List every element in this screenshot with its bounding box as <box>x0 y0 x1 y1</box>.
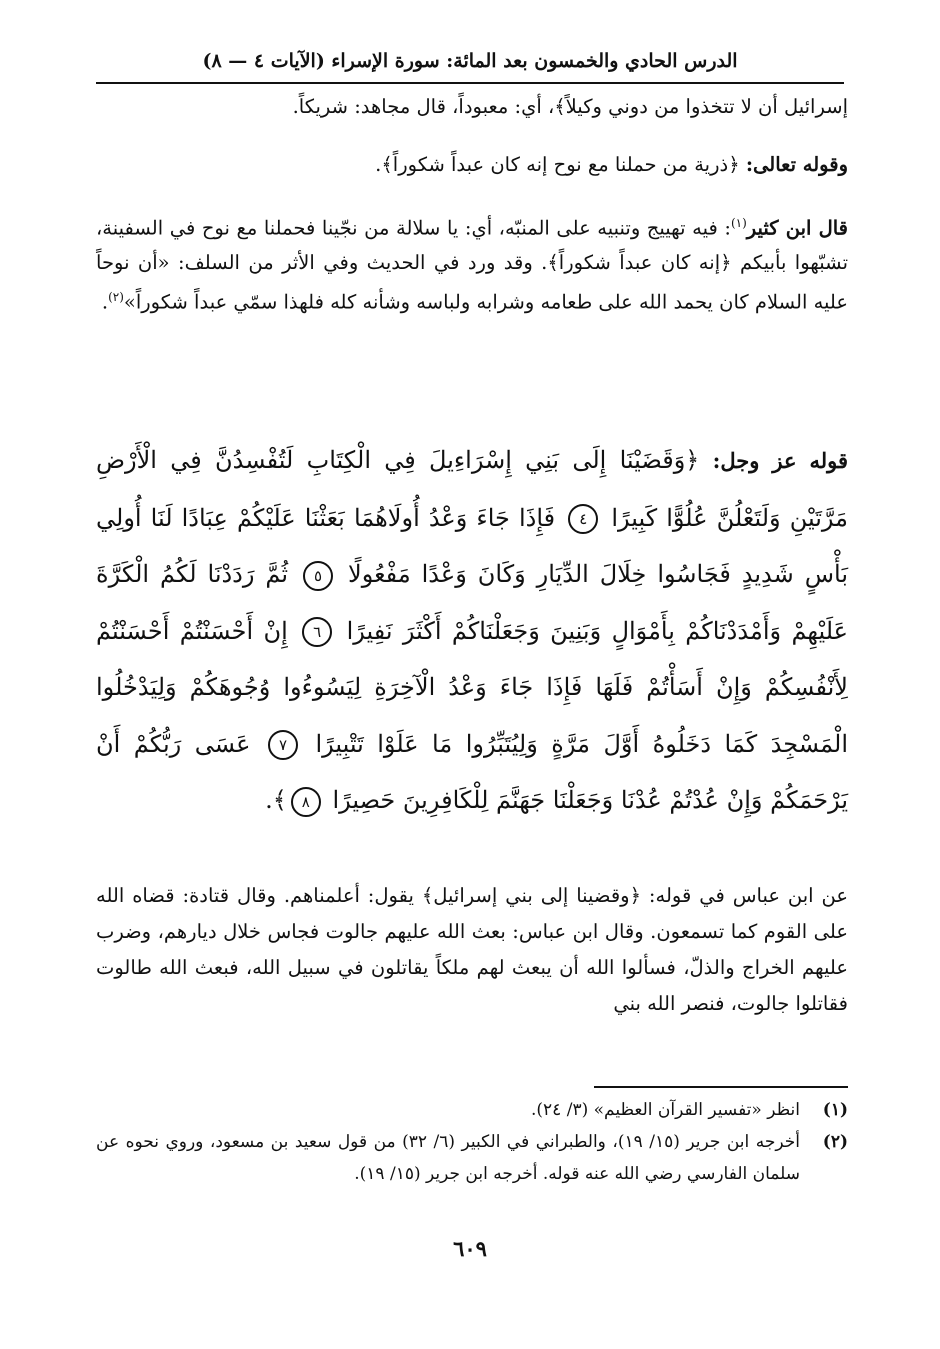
footnote-ref-2[interactable]: (٢) <box>108 289 124 304</box>
footnote-1 <box>96 1094 848 1126</box>
verse-number-6: ٦ <box>302 617 332 647</box>
paragraph-3-lead: قال ابن كثير <box>746 216 848 240</box>
footnote-number: (١) <box>822 1100 848 1120</box>
commentary-text: عن ابن عباس في قوله: ﴿وقضينا إلى بني إسرائيل﴾ يقول: أعلمناهم. وقال قتادة: قضاه الله على القوم كما تسمعون. وقال ابن عباس: بعث الله عليهم جالوت فجاس خلال ديارهم، وضرب عليهم الخراج والذلّ، فسألوا الله أن يبعث لهم ملكاً يقاتلون في سبيل الله، فبعث الله طالوت فقاتلوا جالوت، فنصر الله بني <box>96 884 848 1015</box>
body-text <box>96 90 848 319</box>
paragraph-gap <box>96 182 848 206</box>
paragraph-1: إسرائيل أن لا تتخذوا من دوني وكيلاً﴾، أي: معبوداً، قال مجاهد: شريكاً. <box>292 95 848 118</box>
verse-6-text: ثُمَّ رَدَدْنَا لَكُمُ الْكَرَّةَ عَلَيْهِمْ وَأَمْدَدْنَاكُمْ بِأَمْوَالٍ وَبَنِينَ وَجَعَلْنَاكُمْ أَكْثَرَ نَفِيرًا <box>96 560 849 645</box>
paragraph-3-text: : فيه تهييج وتنبيه على المنبّه، أي: يا سلالة من نجّينا فحملنا مع نوح في السفينة، تشبّهوا بأبيكم ﴿إنه كان عبداً شكوراً﴾. وقد ورد في الحديث وفي الأثر من السلف: «أن نوحاً عليه السلام كان يحمد الله على طعامه وشرابه ولباسه وشأنه كله فلهذا سمّي عبداً شكوراً» <box>96 216 848 313</box>
verse-4-text: ﴿وَقَضَيْنَا إِلَى بَنِي إِسْرَاءِيلَ فِي الْكِتَابِ لَتُفْسِدُنَّ فِي الْأَرْضِ مَرَّتَيْنِ وَلَتَعْلُنَّ عُلُوًّا كَبِيرًا <box>96 446 848 532</box>
paragraph-3 <box>96 206 848 319</box>
verse-number-4: ٤ <box>568 504 598 534</box>
footnote-2 <box>96 1126 848 1190</box>
quran-end: ﴾. <box>265 786 287 814</box>
verse-8-text: عَسَى رَبُّكُمْ أَنْ يَرْحَمَكُمْ وَإِنْ عُدْتُمْ عُدْنَا وَجَعَلْنَا جَهَنَّمَ لِلْكَافِرِينَ حَصِيرًا <box>96 729 848 814</box>
footnote-number: (٢) <box>822 1132 848 1152</box>
footnote-text: أخرجه ابن جرير (١٥/ ١٩)، والطبراني في الكبير (٦/ ٣٢) من قول سعيد بن مسعود، وروي نحوه عن سلمان الفارسي رضي الله عنه قوله. أخرجه ابن جرير (١٥/ ١٩). <box>96 1132 800 1184</box>
verse-number-7: ٧ <box>268 730 298 760</box>
header-rule <box>96 82 844 84</box>
footnote-text: انظر «تفسير القرآن العظيم» (٣/ ٢٤). <box>530 1100 800 1120</box>
verse-7-text: إِنْ أَحْسَنْتُمْ أَحْسَنْتُمْ لِأَنْفُسِكُمْ وَإِنْ أَسَأْتُمْ فَلَهَا فَإِذَا جَاءَ وَعْدُ الْآخِرَةِ لِيَسُوءُوا وُجُوهَكُمْ وَلِيَدْخُلُوا الْمَسْجِدَ كَمَا دَخَلُوهُ أَوَّلَ مَرَّةٍ وَلِيُتَبِّرُوا مَا عَلَوْا تَتْبِيرًا <box>96 616 848 758</box>
footnote-rule <box>594 1086 848 1088</box>
paragraph-gap <box>96 124 848 148</box>
running-header: الدرس الحادي والخمسون بعد المائة: سورة الإسراء (الآيات ٤ — ٨) <box>202 50 738 72</box>
page-number: ٦٠٩ <box>453 1236 487 1261</box>
quran-passage <box>96 432 848 829</box>
quran-label: قوله عز وجل: <box>712 448 849 473</box>
footnote-ref-1[interactable]: (١) <box>730 216 747 230</box>
footnotes <box>96 1094 848 1190</box>
verse-number-5: ٥ <box>303 561 333 591</box>
paragraph-2 <box>96 148 848 182</box>
paragraph-2-lead: وقوله تعالى: <box>745 153 848 176</box>
verse-number-8: ٨ <box>291 787 321 817</box>
verse-5-text: فَإِذَا جَاءَ وَعْدُ أُولَاهُمَا بَعَثْنَا عَلَيْكُمْ عِبَادًا لَنَا أُولِي بَأْسٍ شَدِيدٍ فَجَاسُوا خِلَالَ الدِّيَارِ وَكَانَ وَعْدًا مَفْعُولًا <box>96 503 848 588</box>
paragraph-2-text: ﴿ذرية من حملنا مع نوح إنه كان عبداً شكوراً﴾. <box>375 153 746 176</box>
paragraph-3-end: . <box>101 290 109 313</box>
